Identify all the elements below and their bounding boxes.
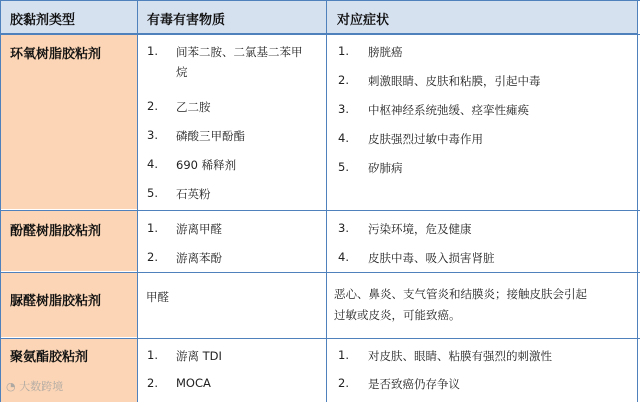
- substance-item-cont: 烷: [176, 65, 188, 79]
- adhesive-type: 聚氨酯胶粘剂: [10, 350, 89, 365]
- list-number: 3.: [147, 128, 158, 142]
- symptom-item: 中枢神经系统弛缓、痉挛性瘫痪: [368, 103, 529, 117]
- grid-line: [0, 272, 640, 273]
- grid-line: [137, 0, 138, 402]
- substance-item: 690 稀释剂: [176, 158, 237, 172]
- grid-line: [326, 0, 327, 402]
- list-number: 2.: [147, 376, 158, 390]
- symptom-item: 矽肺病: [368, 161, 403, 175]
- grid-line: [0, 0, 640, 1]
- list-number: 2.: [147, 99, 158, 113]
- substance-item: 乙二胺: [176, 100, 211, 114]
- header-type: 胶黏剂类型: [10, 13, 76, 28]
- symptom-item: 刺激眼睛、皮肤和粘膜，引起中毒: [368, 74, 541, 88]
- symptom-text: 恶心、鼻炎、支气管炎和结膜炎；接触皮肤会引起: [334, 287, 587, 301]
- list-number: 1.: [338, 44, 349, 58]
- symptom-item: 污染环境，危及健康: [368, 222, 472, 236]
- substance-item: MOCA: [176, 376, 211, 390]
- watermark-text: 大数跨境: [19, 380, 64, 393]
- symptom-item: 是否致癌仍存争议: [368, 377, 460, 391]
- header-symptoms: 对应症状: [337, 13, 390, 28]
- list-number: 3.: [338, 221, 349, 235]
- grid-line: [0, 0, 1, 402]
- watermark-icon: ◔: [6, 380, 20, 393]
- list-number: 5.: [147, 186, 158, 200]
- substance-item: 游离 TDI: [176, 349, 222, 363]
- symptom-item: 对皮肤、眼睛、粘膜有强烈的刺激性: [368, 349, 552, 363]
- symptom-item: 皮肤中毒、吸入损害肾脏: [368, 251, 495, 265]
- adhesive-type: 酚醛树脂胶粘剂: [10, 224, 102, 239]
- header-substances: 有毒有害物质: [147, 13, 226, 28]
- grid-line: [637, 0, 638, 402]
- list-number: 4.: [338, 131, 349, 145]
- substance-item: 间苯二胺、二氯基二苯甲: [176, 45, 303, 59]
- substance-item: 甲醛: [146, 290, 169, 304]
- list-number: 3.: [338, 102, 349, 116]
- substance-item: 游离苯酚: [176, 251, 222, 265]
- list-number: 1.: [147, 221, 158, 235]
- substance-item: 磷酸三甲酚酯: [176, 129, 245, 143]
- grid-line: [0, 34, 640, 35]
- list-number: 2.: [338, 376, 349, 390]
- list-number: 1.: [338, 348, 349, 362]
- substance-item: 游离甲醛: [176, 222, 222, 236]
- symptom-item: 皮肤强烈过敏中毒作用: [368, 132, 483, 146]
- symptom-item: 膀胱癌: [368, 45, 403, 59]
- symptom-text-cont: 过敏或皮炎，可能致癌。: [334, 308, 461, 322]
- grid-line: [0, 338, 640, 339]
- table-header: [1, 1, 637, 34]
- list-number: 1.: [147, 44, 158, 58]
- list-number: 2.: [338, 73, 349, 87]
- adhesive-type: 脲醛树脂胶粘剂: [10, 294, 102, 309]
- list-number: 4.: [147, 157, 158, 171]
- substance-item: 石英粉: [176, 187, 211, 201]
- list-number: 5.: [338, 160, 349, 174]
- list-number: 2.: [147, 250, 158, 264]
- list-number: 1.: [147, 348, 158, 362]
- grid-line: [0, 210, 640, 211]
- adhesive-type: 环氧树脂胶粘剂: [10, 47, 102, 62]
- watermark: [6, 378, 63, 394]
- list-number: 4.: [338, 250, 349, 264]
